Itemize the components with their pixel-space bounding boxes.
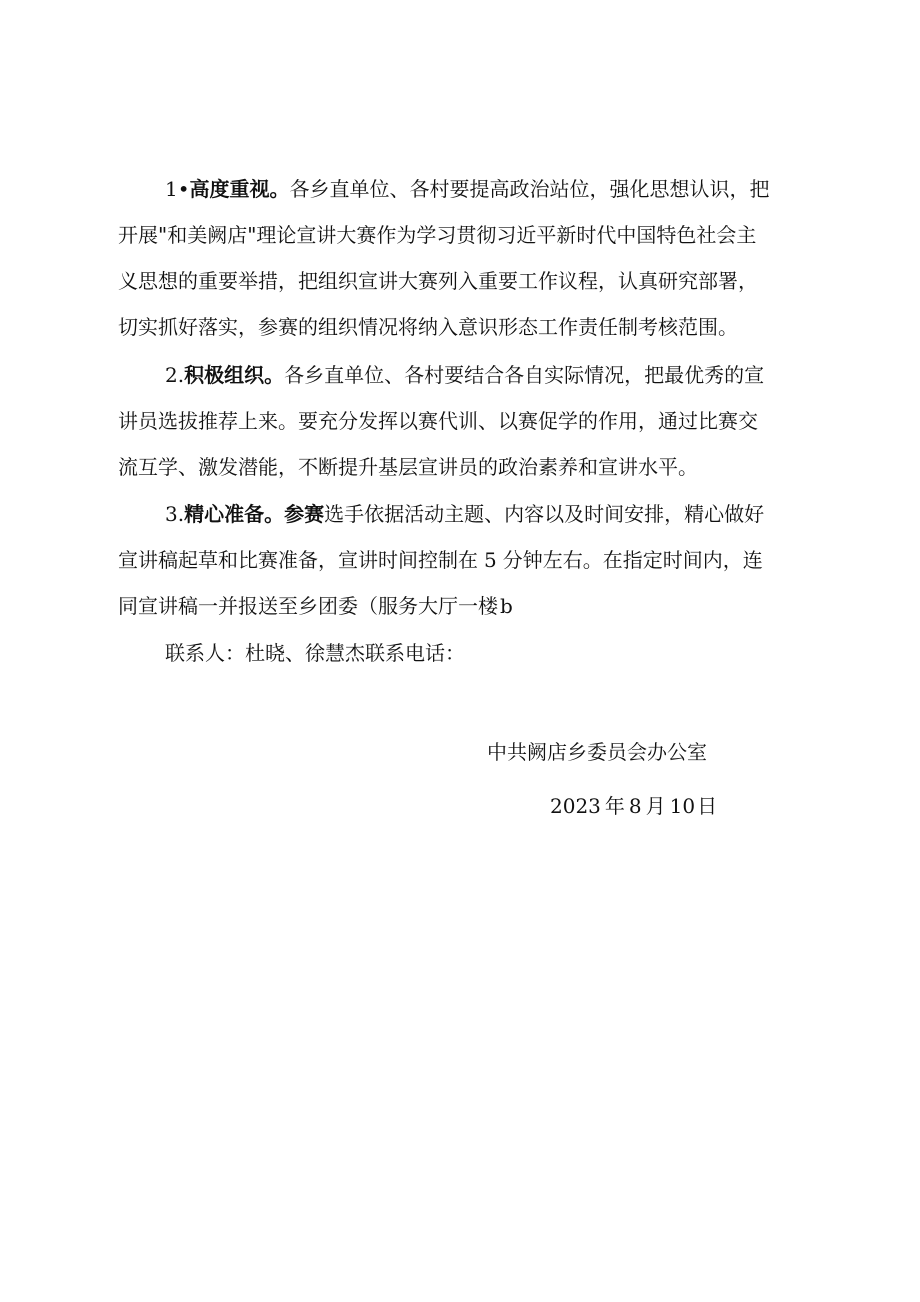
item-3-line-3 <box>118 583 828 629</box>
date-month-unit: 月 <box>645 794 666 818</box>
signature-org: 中共阙店乡委员会办公室 <box>487 740 707 764</box>
item-3-text-2a: 宣讲稿起草和比赛准备，宣讲时间控制在 <box>118 548 478 572</box>
item-1-line-1 <box>118 166 828 212</box>
item-1-text-1: 各乡直单位、各村要提高政治站位，强化思想认识，把 <box>289 177 770 201</box>
date-day-unit: 日 <box>697 794 718 818</box>
item-2-text-1: 各乡直单位、各村要结合各自实际情况，把最优秀的宣 <box>284 363 765 387</box>
item-1-line-2: 开展"和美阙店"理论宣讲大赛作为学习贯彻习近平新时代中国特色社会主 <box>118 223 757 247</box>
item-1-line-3: 义思想的重要举措，把组织宣讲大赛列入重要工作议程，认真研究部署， <box>118 269 758 293</box>
item-2-line-3: 流互学、激发潜能，不断提升基层宣讲员的政治素养和宣讲水平。 <box>118 455 698 479</box>
date-year-unit: 年 <box>604 794 625 818</box>
item-3-minutes: 5 <box>484 548 497 572</box>
item-3-heading: 精心准备。参赛 <box>184 502 325 526</box>
item-2-line-2: 讲员选拔推荐上来。要充分发挥以赛代训、以赛促学的作用，通过比赛交 <box>118 409 758 433</box>
item-3-text-3: 同宣讲稿一并报送至乡团委（服务大厅一楼 <box>118 594 498 618</box>
item-3-tail: b <box>500 594 513 618</box>
item-3-number: 3. <box>165 502 185 526</box>
item-1-line-4: 切实抓好落实，参赛的组织情况将纳入意识形态工作责任制考核范围。 <box>118 315 738 339</box>
signature-date <box>550 790 717 819</box>
item-2-heading: 积极组织。 <box>184 363 285 387</box>
item-2-number: 2. <box>165 363 185 387</box>
contact-text: 联系人：杜晓、徐慧杰联系电话： <box>165 641 465 665</box>
item-3-line-1 <box>118 491 828 537</box>
item-3-text-2b: 分钟左右。在指定时间内，连 <box>502 548 763 572</box>
item-3-line-2 <box>118 537 828 583</box>
item-1-heading: 高度重视。 <box>189 177 290 201</box>
date-day: 10 <box>669 794 696 818</box>
date-year: 2023 <box>550 794 601 818</box>
item-2 <box>118 352 828 490</box>
item-2-line-1 <box>118 352 828 398</box>
item-1-number: 1• <box>165 177 190 201</box>
contact-line <box>118 630 828 676</box>
item-3 <box>118 491 828 629</box>
item-1 <box>118 166 828 350</box>
item-3-text-1: 选手依据活动主题、内容以及时间安排，精心做好 <box>324 502 765 526</box>
date-month: 8 <box>628 794 642 818</box>
